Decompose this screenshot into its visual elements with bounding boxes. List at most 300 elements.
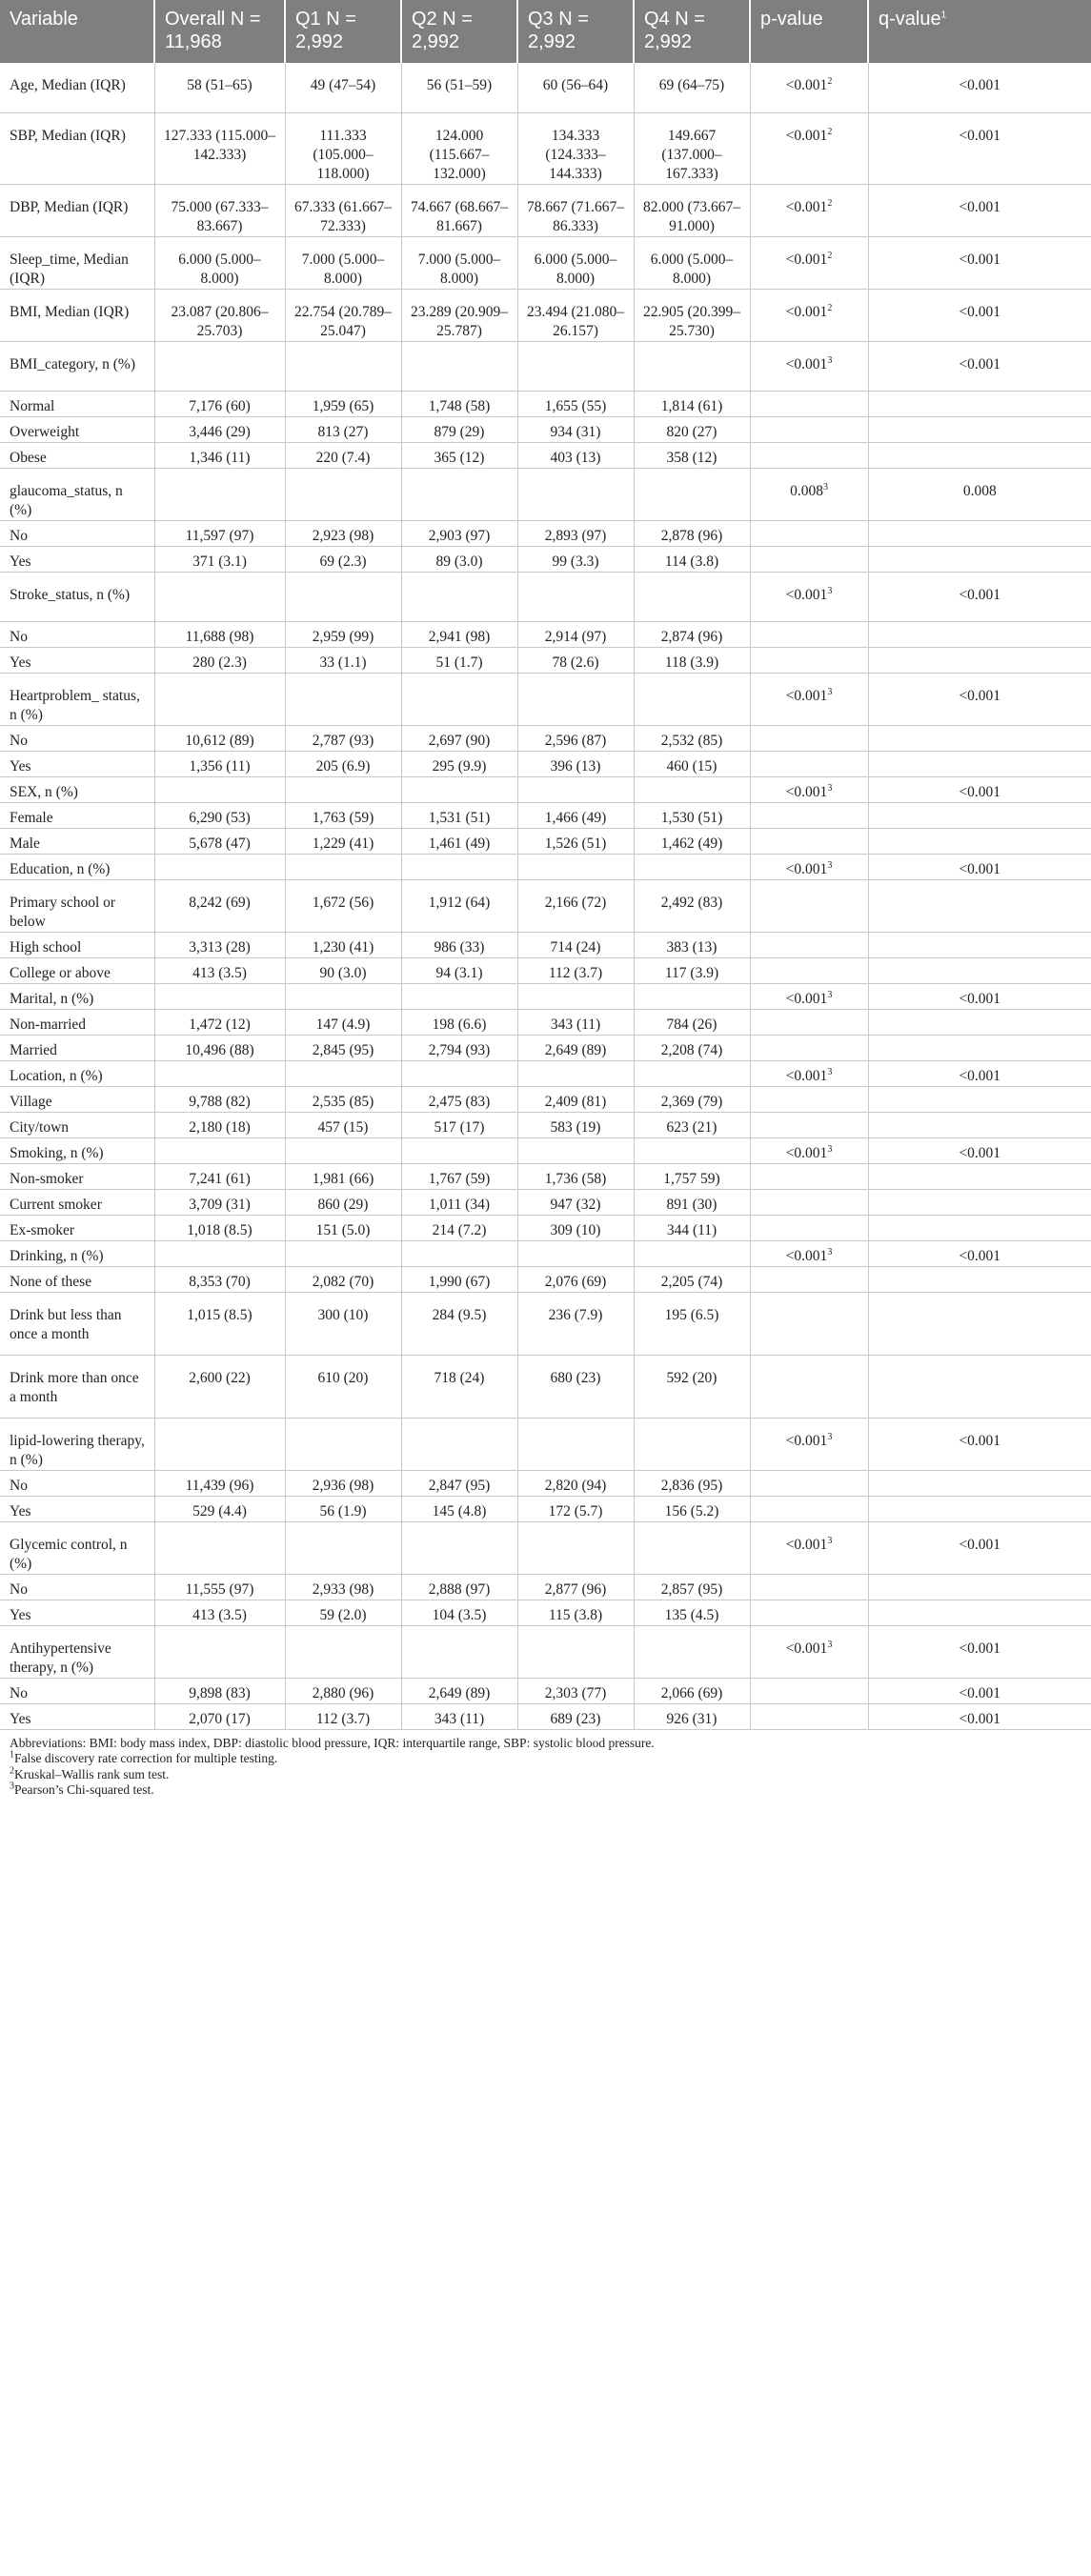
value-cell bbox=[285, 236, 401, 289]
variable-cell bbox=[0, 236, 154, 289]
column-header-label: Q3 N = 2,992 bbox=[528, 9, 589, 52]
variable-cell bbox=[0, 1678, 154, 1703]
p-value-cell bbox=[750, 1600, 868, 1625]
q-value-cell bbox=[868, 1496, 1091, 1521]
variable-cell-text: Sleep_time, Median (IQR) bbox=[10, 251, 129, 287]
q-value-cell bbox=[868, 391, 1091, 416]
value-cell-text: 371 (3.1) bbox=[192, 553, 247, 570]
value-cell bbox=[634, 828, 750, 854]
column-header-label: Q2 N = 2,992 bbox=[412, 9, 473, 52]
variable-cell bbox=[0, 1600, 154, 1625]
value-cell-text: 358 (12) bbox=[666, 449, 717, 466]
q-value-cell bbox=[868, 802, 1091, 828]
value-cell bbox=[401, 1086, 517, 1112]
value-cell bbox=[634, 751, 750, 776]
p-value-cell-text: <0.001 bbox=[785, 303, 828, 320]
variable-cell-text: Yes bbox=[10, 654, 31, 671]
value-cell bbox=[154, 1215, 285, 1240]
value-cell-text: 1,461 (49) bbox=[428, 835, 491, 852]
q-value-cell bbox=[868, 184, 1091, 236]
value-cell bbox=[285, 112, 401, 184]
value-cell-text: 82.000 (73.667–91.000) bbox=[642, 198, 741, 234]
value-cell-text: 2,205 (74) bbox=[660, 1273, 723, 1290]
q-value-cell bbox=[868, 1470, 1091, 1496]
variable-cell bbox=[0, 1496, 154, 1521]
value-cell-text: 1,526 (51) bbox=[544, 835, 607, 852]
value-cell bbox=[401, 391, 517, 416]
value-cell bbox=[154, 391, 285, 416]
value-cell-text: 2,409 (81) bbox=[544, 1093, 607, 1110]
value-cell-text: 1,018 (8.5) bbox=[187, 1221, 253, 1238]
value-cell-text: 460 (15) bbox=[666, 757, 717, 775]
value-cell-text: 2,303 (77) bbox=[544, 1684, 607, 1701]
value-cell-text: 592 (20) bbox=[666, 1369, 717, 1386]
value-cell-text: 7.000 (5.000–8.000) bbox=[301, 251, 385, 287]
value-cell-text: 74.667 (68.667–81.667) bbox=[410, 198, 509, 234]
variable-cell-text: SBP, Median (IQR) bbox=[10, 127, 126, 144]
variable-cell-text: Marital, n (%) bbox=[10, 990, 94, 1007]
value-cell bbox=[154, 1703, 285, 1729]
q-value-cell-text: <0.001 bbox=[959, 687, 1001, 704]
footnote-text: Kruskal–Wallis rank sum test. bbox=[14, 1766, 170, 1781]
value-cell bbox=[154, 1189, 285, 1215]
value-cell bbox=[154, 1574, 285, 1600]
value-cell bbox=[285, 63, 401, 112]
value-cell bbox=[285, 1112, 401, 1137]
q-value-cell bbox=[868, 828, 1091, 854]
value-cell-text: 89 (3.0) bbox=[435, 553, 483, 570]
value-cell-text: 2,369 (79) bbox=[660, 1093, 723, 1110]
table-row bbox=[0, 854, 1091, 879]
q-value-cell bbox=[868, 647, 1091, 673]
table-row bbox=[0, 1060, 1091, 1086]
value-cell bbox=[154, 1035, 285, 1060]
value-cell-text: 680 (23) bbox=[550, 1369, 601, 1386]
value-cell bbox=[401, 1470, 517, 1496]
value-cell bbox=[401, 1574, 517, 1600]
p-value-cell-text: <0.001 bbox=[785, 198, 828, 215]
value-cell bbox=[154, 1470, 285, 1496]
table-row bbox=[0, 289, 1091, 341]
variable-cell bbox=[0, 1163, 154, 1189]
p-value-cell bbox=[750, 289, 868, 341]
variable-cell bbox=[0, 341, 154, 391]
value-cell-text: 2,933 (98) bbox=[312, 1580, 374, 1598]
value-cell-text: 2,076 (69) bbox=[544, 1273, 607, 1290]
value-cell bbox=[634, 621, 750, 647]
variable-cell bbox=[0, 1086, 154, 1112]
variable-cell bbox=[0, 802, 154, 828]
table-row bbox=[0, 416, 1091, 442]
table-row bbox=[0, 1496, 1091, 1521]
q-value-cell-text: <0.001 bbox=[959, 198, 1001, 215]
abbreviations-note: Abbreviations: BMI: body mass index, DBP: diastolic blood pressure, IQR: interquartile range, SBP: systolic blood pressure. bbox=[10, 1735, 655, 1750]
value-cell bbox=[401, 725, 517, 751]
column-header-label: p-value bbox=[760, 9, 823, 30]
value-cell bbox=[285, 828, 401, 854]
value-cell-text: 6.000 (5.000–8.000) bbox=[650, 251, 734, 287]
value-cell bbox=[401, 1009, 517, 1035]
p-value-cell bbox=[750, 828, 868, 854]
value-cell-text: 8,242 (69) bbox=[189, 894, 251, 911]
value-cell bbox=[401, 1418, 517, 1470]
column-header bbox=[517, 0, 634, 63]
q-value-cell bbox=[868, 112, 1091, 184]
p-value-cell bbox=[750, 442, 868, 468]
value-cell bbox=[154, 1240, 285, 1266]
value-cell bbox=[634, 1240, 750, 1266]
value-cell-text: 2,070 (17) bbox=[189, 1710, 251, 1727]
table-row bbox=[0, 776, 1091, 802]
p-value-cell-text: <0.001 bbox=[785, 1067, 828, 1084]
variable-cell-text: Smoking, n (%) bbox=[10, 1144, 104, 1161]
table-row bbox=[0, 546, 1091, 572]
q-value-cell bbox=[868, 546, 1091, 572]
value-cell bbox=[285, 1496, 401, 1521]
p-value-footnote-mark: 3 bbox=[827, 1535, 833, 1546]
q-value-cell-text: <0.001 bbox=[959, 586, 1001, 603]
value-cell bbox=[154, 1163, 285, 1189]
q-value-cell bbox=[868, 879, 1091, 932]
variable-cell bbox=[0, 442, 154, 468]
q-value-cell bbox=[868, 1215, 1091, 1240]
variable-cell bbox=[0, 1292, 154, 1355]
value-cell bbox=[154, 1266, 285, 1292]
variable-cell bbox=[0, 572, 154, 621]
value-cell bbox=[154, 673, 285, 725]
value-cell-text: 1,736 (58) bbox=[544, 1170, 607, 1187]
p-value-cell bbox=[750, 1060, 868, 1086]
column-header bbox=[154, 0, 285, 63]
value-cell-text: 2,914 (97) bbox=[544, 628, 607, 645]
value-cell-text: 413 (3.5) bbox=[192, 964, 247, 981]
table-row bbox=[0, 112, 1091, 184]
value-cell bbox=[154, 1678, 285, 1703]
variable-cell bbox=[0, 1521, 154, 1574]
value-cell-text: 58 (51–65) bbox=[187, 77, 253, 93]
variable-cell bbox=[0, 647, 154, 673]
variable-cell-text: College or above bbox=[10, 964, 111, 981]
value-cell bbox=[517, 776, 634, 802]
variable-cell bbox=[0, 1009, 154, 1035]
value-cell bbox=[401, 442, 517, 468]
table-row bbox=[0, 1418, 1091, 1470]
value-cell-text: 718 (24) bbox=[434, 1369, 485, 1386]
value-cell-text: 1,912 (64) bbox=[428, 894, 491, 911]
value-cell bbox=[401, 1521, 517, 1574]
value-cell-text: 1,990 (67) bbox=[428, 1273, 491, 1290]
p-value-cell bbox=[750, 1009, 868, 1035]
value-cell bbox=[517, 1574, 634, 1600]
value-cell bbox=[285, 520, 401, 546]
p-value-cell-text: <0.001 bbox=[785, 1247, 828, 1264]
p-value-cell bbox=[750, 1496, 868, 1521]
p-value-cell bbox=[750, 1266, 868, 1292]
value-cell-text: 1,767 (59) bbox=[428, 1170, 491, 1187]
p-value-cell bbox=[750, 1035, 868, 1060]
value-cell bbox=[285, 1418, 401, 1470]
q-value-cell-text: <0.001 bbox=[959, 355, 1001, 372]
value-cell bbox=[634, 1470, 750, 1496]
value-cell-text: 236 (7.9) bbox=[548, 1306, 603, 1323]
value-cell bbox=[634, 1418, 750, 1470]
variable-cell-text: Female bbox=[10, 809, 53, 826]
value-cell bbox=[634, 416, 750, 442]
p-value-footnote-mark: 2 bbox=[827, 126, 833, 137]
value-cell bbox=[154, 725, 285, 751]
variable-cell-text: Yes bbox=[10, 553, 31, 570]
q-value-cell bbox=[868, 751, 1091, 776]
table-row bbox=[0, 391, 1091, 416]
q-value-cell-text: <0.001 bbox=[959, 990, 1001, 1007]
value-cell bbox=[517, 1703, 634, 1729]
value-cell-text: 67.333 (61.667–72.333) bbox=[293, 198, 393, 234]
value-cell bbox=[517, 546, 634, 572]
column-header bbox=[401, 0, 517, 63]
value-cell bbox=[154, 1009, 285, 1035]
value-cell bbox=[634, 983, 750, 1009]
value-cell bbox=[401, 932, 517, 957]
value-cell bbox=[285, 1703, 401, 1729]
p-value-cell bbox=[750, 932, 868, 957]
value-cell-text: 891 (30) bbox=[666, 1196, 717, 1213]
p-value-footnote-mark: 3 bbox=[827, 782, 833, 794]
table-row bbox=[0, 621, 1091, 647]
value-cell bbox=[285, 1009, 401, 1035]
p-value-footnote-mark: 3 bbox=[827, 1431, 833, 1442]
p-value-footnote-mark: 3 bbox=[827, 1143, 833, 1155]
value-cell-text: 23.494 (21.080–26.157) bbox=[526, 303, 625, 339]
value-cell bbox=[517, 1625, 634, 1678]
variable-cell bbox=[0, 1470, 154, 1496]
variable-cell bbox=[0, 1112, 154, 1137]
value-cell-text: 583 (19) bbox=[550, 1118, 601, 1136]
value-cell bbox=[517, 1215, 634, 1240]
column-header bbox=[0, 0, 154, 63]
value-cell-text: 9,788 (82) bbox=[189, 1093, 251, 1110]
p-value-cell bbox=[750, 1292, 868, 1355]
q-value-cell bbox=[868, 1266, 1091, 1292]
value-cell-text: 127.333 (115.000–142.333) bbox=[164, 127, 275, 163]
value-cell bbox=[401, 1137, 517, 1163]
p-value-cell-text: <0.001 bbox=[785, 1536, 828, 1553]
table-row bbox=[0, 1163, 1091, 1189]
p-value-cell-text: <0.001 bbox=[785, 860, 828, 877]
value-cell bbox=[154, 751, 285, 776]
q-value-cell-text: <0.001 bbox=[959, 1247, 1001, 1264]
value-cell-text: 457 (15) bbox=[317, 1118, 369, 1136]
p-value-cell bbox=[750, 1703, 868, 1729]
value-cell-text: 1,472 (12) bbox=[189, 1016, 251, 1033]
value-cell bbox=[401, 416, 517, 442]
value-cell bbox=[634, 932, 750, 957]
value-cell-text: 784 (26) bbox=[666, 1016, 717, 1033]
value-cell bbox=[285, 468, 401, 520]
p-value-footnote-mark: 2 bbox=[827, 302, 833, 313]
value-cell-text: 69 (2.3) bbox=[319, 553, 367, 570]
value-cell-text: 2,082 (70) bbox=[312, 1273, 374, 1290]
table-row bbox=[0, 1600, 1091, 1625]
value-cell bbox=[285, 1521, 401, 1574]
value-cell-text: 2,878 (96) bbox=[660, 527, 723, 544]
value-cell bbox=[154, 1355, 285, 1418]
p-value-cell-text: <0.001 bbox=[785, 783, 828, 800]
value-cell bbox=[154, 802, 285, 828]
value-cell bbox=[401, 751, 517, 776]
variable-cell bbox=[0, 854, 154, 879]
value-cell-text: 8,353 (70) bbox=[189, 1273, 251, 1290]
value-cell bbox=[285, 725, 401, 751]
value-cell-text: 413 (3.5) bbox=[192, 1606, 247, 1623]
value-cell-text: 343 (11) bbox=[434, 1710, 485, 1727]
value-cell-text: 1,229 (41) bbox=[312, 835, 374, 852]
p-value-cell bbox=[750, 520, 868, 546]
variable-cell bbox=[0, 1266, 154, 1292]
q-value-cell bbox=[868, 932, 1091, 957]
value-cell-text: 623 (21) bbox=[666, 1118, 717, 1136]
p-value-footnote-mark: 3 bbox=[822, 481, 828, 493]
variable-cell bbox=[0, 725, 154, 751]
value-cell bbox=[154, 63, 285, 112]
value-cell-text: 51 (1.7) bbox=[435, 654, 483, 671]
value-cell bbox=[517, 1035, 634, 1060]
value-cell-text: 295 (9.9) bbox=[432, 757, 487, 775]
value-cell-text: 2,880 (96) bbox=[312, 1684, 374, 1701]
value-cell bbox=[401, 802, 517, 828]
value-cell bbox=[154, 1600, 285, 1625]
value-cell bbox=[401, 112, 517, 184]
value-cell bbox=[634, 1060, 750, 1086]
value-cell bbox=[517, 236, 634, 289]
value-cell-text: 112 (3.7) bbox=[548, 964, 603, 981]
value-cell bbox=[634, 391, 750, 416]
value-cell-text: 396 (13) bbox=[550, 757, 601, 775]
p-value-cell bbox=[750, 1521, 868, 1574]
value-cell bbox=[401, 341, 517, 391]
value-cell-text: 986 (33) bbox=[434, 938, 485, 956]
value-cell-text: 111.333 (105.000–118.000) bbox=[313, 127, 374, 182]
value-cell bbox=[634, 520, 750, 546]
value-cell bbox=[154, 983, 285, 1009]
variable-cell-text: Drink but less than once a month bbox=[10, 1306, 122, 1342]
value-cell-text: 344 (11) bbox=[666, 1221, 717, 1238]
value-cell bbox=[634, 879, 750, 932]
value-cell-text: 343 (11) bbox=[550, 1016, 601, 1033]
value-cell-text: 33 (1.1) bbox=[319, 654, 367, 671]
value-cell bbox=[285, 776, 401, 802]
variable-cell-text: glaucoma_status, n (%) bbox=[10, 482, 123, 518]
value-cell bbox=[517, 1112, 634, 1137]
value-cell bbox=[401, 468, 517, 520]
value-cell-text: 3,313 (28) bbox=[189, 938, 251, 956]
value-cell bbox=[285, 416, 401, 442]
value-cell-text: 60 (56–64) bbox=[542, 77, 609, 93]
value-cell-text: 11,597 (97) bbox=[185, 527, 254, 544]
variable-cell-text: Glycemic control, n (%) bbox=[10, 1536, 128, 1572]
variable-cell-text: Antihypertensive therapy, n (%) bbox=[10, 1640, 111, 1676]
q-value-cell bbox=[868, 673, 1091, 725]
p-value-cell bbox=[750, 1215, 868, 1240]
value-cell-text: 2,166 (72) bbox=[544, 894, 607, 911]
p-value-cell bbox=[750, 983, 868, 1009]
value-cell bbox=[285, 184, 401, 236]
footnote bbox=[10, 1782, 1081, 1799]
q-value-cell bbox=[868, 1355, 1091, 1418]
variable-cell-text: Education, n (%) bbox=[10, 860, 111, 877]
value-cell-text: 1,655 (55) bbox=[544, 397, 607, 414]
value-cell-text: 94 (3.1) bbox=[435, 964, 483, 981]
value-cell-text: 23.087 (20.806–25.703) bbox=[171, 303, 269, 339]
variable-cell bbox=[0, 776, 154, 802]
variable-cell-text: Age, Median (IQR) bbox=[10, 77, 126, 93]
value-cell-text: 2,888 (97) bbox=[428, 1580, 491, 1598]
value-cell bbox=[154, 1137, 285, 1163]
footnote bbox=[10, 1767, 1081, 1783]
value-cell bbox=[401, 520, 517, 546]
p-value-footnote-mark: 3 bbox=[827, 585, 833, 596]
p-value-cell bbox=[750, 1418, 868, 1470]
value-cell bbox=[401, 1355, 517, 1418]
value-cell bbox=[285, 1137, 401, 1163]
value-cell bbox=[285, 1678, 401, 1703]
value-cell bbox=[154, 1112, 285, 1137]
footnote-mark: 3 bbox=[10, 1781, 14, 1792]
p-value-footnote-mark: 2 bbox=[827, 197, 833, 209]
value-cell bbox=[634, 1625, 750, 1678]
variable-cell-text: Yes bbox=[10, 1710, 31, 1727]
value-cell-text: 2,066 (69) bbox=[660, 1684, 723, 1701]
value-cell bbox=[401, 828, 517, 854]
value-cell bbox=[634, 1215, 750, 1240]
value-cell bbox=[154, 416, 285, 442]
table-row bbox=[0, 63, 1091, 112]
variable-cell bbox=[0, 983, 154, 1009]
p-value-cell bbox=[750, 1240, 868, 1266]
value-cell bbox=[634, 1292, 750, 1355]
value-cell bbox=[517, 1600, 634, 1625]
table-row bbox=[0, 1292, 1091, 1355]
table-row bbox=[0, 1574, 1091, 1600]
value-cell bbox=[154, 621, 285, 647]
value-cell bbox=[401, 1215, 517, 1240]
p-value-cell bbox=[750, 341, 868, 391]
q-value-cell-text: <0.001 bbox=[959, 77, 1001, 93]
value-cell bbox=[154, 236, 285, 289]
q-value-cell-text: 0.008 bbox=[962, 482, 997, 499]
variable-cell bbox=[0, 289, 154, 341]
q-value-cell bbox=[868, 1418, 1091, 1470]
q-value-cell bbox=[868, 1163, 1091, 1189]
variable-cell-text: DBP, Median (IQR) bbox=[10, 198, 129, 215]
table-row bbox=[0, 572, 1091, 621]
value-cell bbox=[401, 289, 517, 341]
variable-cell bbox=[0, 1035, 154, 1060]
value-cell bbox=[154, 647, 285, 673]
value-cell bbox=[517, 1418, 634, 1470]
value-cell-text: 2,874 (96) bbox=[660, 628, 723, 645]
value-cell bbox=[285, 1266, 401, 1292]
value-cell-text: 220 (7.4) bbox=[315, 449, 371, 466]
q-value-cell bbox=[868, 621, 1091, 647]
p-value-cell-text: <0.001 bbox=[785, 1144, 828, 1161]
variable-cell-text: Non-married bbox=[10, 1016, 87, 1033]
p-value-cell-text: <0.001 bbox=[785, 1640, 828, 1657]
table-row bbox=[0, 341, 1091, 391]
variable-cell bbox=[0, 1625, 154, 1678]
column-header-label: Q4 N = 2,992 bbox=[644, 9, 705, 52]
value-cell bbox=[517, 1266, 634, 1292]
value-cell bbox=[154, 1060, 285, 1086]
